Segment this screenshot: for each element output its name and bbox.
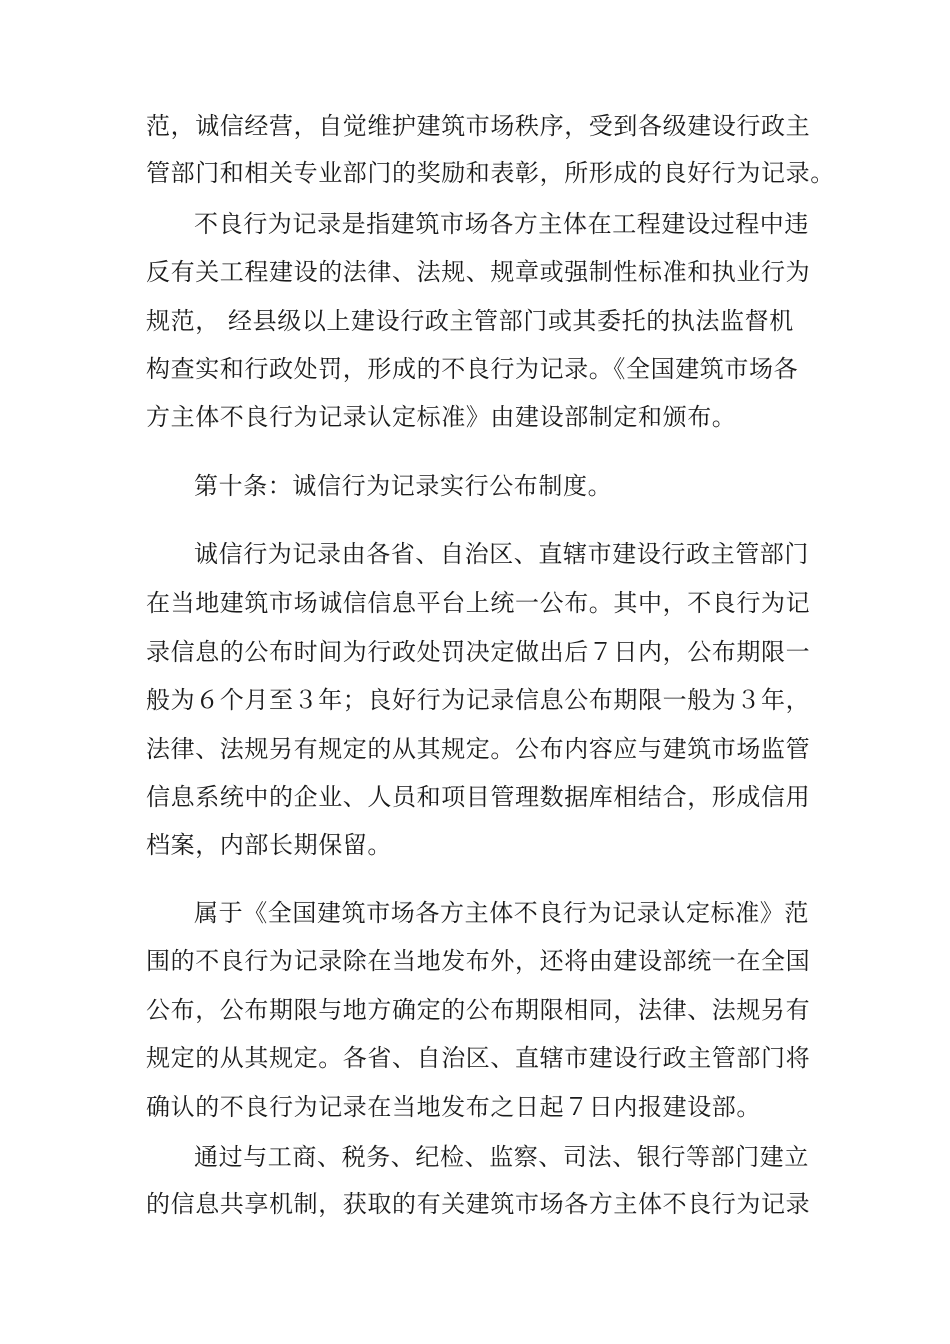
text-line: 的信息共享机制，获取的有关建筑市场各方主体不良行为记录	[146, 1190, 811, 1218]
text-line: 规定的从其规定。各省、自治区、直辖市建设行政主管部门将	[146, 1044, 811, 1072]
text-line: 公布，公布期限与地方确定的公布期限相同，法律、法规另有	[146, 996, 811, 1024]
text-line: 构查实和行政处罚，形成的不良行为记录。《全国建筑市场各	[146, 355, 799, 383]
text-line: 信息系统中的企业、人员和项目管理数据库相结合，形成信用	[146, 783, 811, 811]
text-line: 方主体不良行为记录认定标准》由建设部制定和颁布。	[146, 403, 737, 431]
text-line: 属于《全国建筑市场各方主体不良行为记录认定标准》范	[194, 899, 809, 927]
text-line: 般为６个月至３年；良好行为记录信息公布期限一般为３年，	[146, 686, 811, 714]
text-line: 录信息的公布时间为行政处罚决定做出后７日内，公布期限一	[146, 638, 811, 666]
text-line: 范，诚信经营，自觉维护建筑市场秩序，受到各级建设行政主	[146, 112, 811, 140]
text-line: 围的不良行为记录除在当地发布外，还将由建设部统一在全国	[146, 947, 811, 975]
text-line: 在当地建筑市场诚信信息平台上统一公布。其中，不良行为记	[146, 589, 811, 617]
text-line: 档案，内部长期保留。	[146, 831, 392, 859]
text-line: 反有关工程建设的法律、法规、规章或强制性标准和执业行为	[146, 258, 811, 286]
text-line: 通过与工商、税务、纪检、监察、司法、银行等部门建立	[194, 1143, 809, 1171]
text-line: 确认的不良行为记录在当地发布之日起７日内报建设部。	[146, 1093, 761, 1121]
text-line: 诚信行为记录由各省、自治区、直辖市建设行政主管部门	[194, 540, 809, 568]
text-line: 不良行为记录是指建筑市场各方主体在工程建设过程中违	[194, 210, 809, 238]
text-line: 管部门和相关专业部门的奖励和表彰，所形成的良好行为记录。	[146, 159, 835, 187]
text-line: 规范， 经县级以上建设行政主管部门或其委托的执法监督机	[146, 307, 794, 335]
text-line: 法律、法规另有规定的从其规定。公布内容应与建筑市场监管	[146, 735, 811, 763]
section-heading: 第十条：诚信行为记录实行公布制度。	[194, 472, 613, 500]
